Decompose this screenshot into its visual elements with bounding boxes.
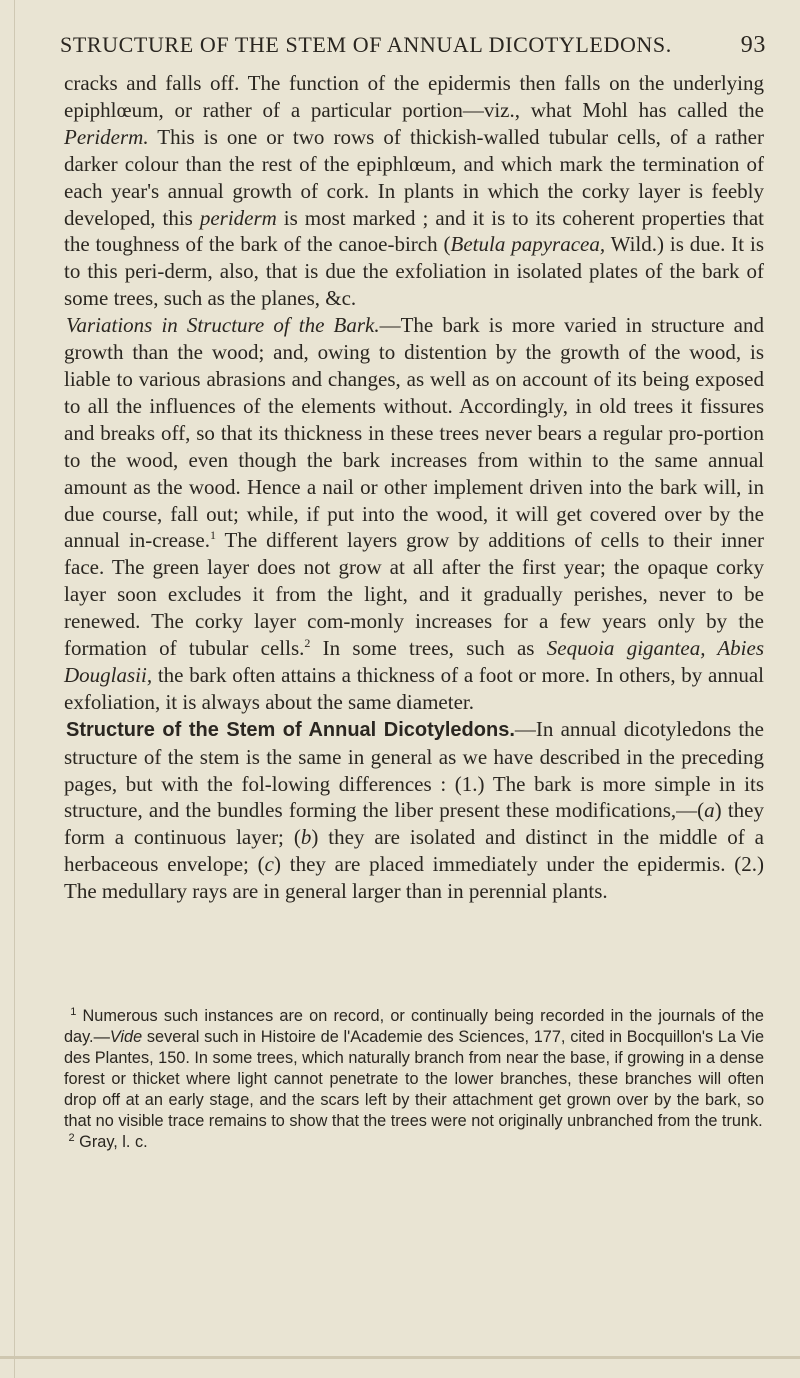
running-title: STRUCTURE OF THE STEM OF ANNUAL DICOTYLEDONS. <box>60 32 672 57</box>
text-run: is most marked ; and it is to its coherent properties that the toughness of the bark of the canoe-birch ( <box>64 205 764 257</box>
page-gutter-line <box>14 0 15 1378</box>
term-periderm: Periderm. <box>64 124 149 149</box>
text-run: ) they are placed immediately under the epidermis. (2.) The medullary rays are in general larger than in perennial plants. <box>64 852 764 904</box>
footnotes <box>64 1006 764 1153</box>
section-heading: Structure of the Stem of Annual Dicotyledons. <box>66 718 515 741</box>
text-run: This is one or two rows of thickish-walled tubular cells, of a rather darker colour than the rest of the epiphlœum, and which mark the termination of each year's annual growth of cork. In plants in which the corky layer is feebly developed, this <box>64 124 764 230</box>
paragraph-periderm <box>64 70 764 312</box>
text-run: The different layers grow by additions of cells to their inner face. The green layer does not grow at all after the first year; the opaque corky layer soon excludes it from the light, and it gradually perishes, never to be renewed. The corky layer com-monly increases for a few years only by the formation of tubular cells. <box>64 528 764 661</box>
list-marker-a: a <box>704 798 715 823</box>
text-run: cracks and falls off. The function of the epidermis then falls on the underlying epiphlœum, or rather of a particular portion—viz., what Mohl has called the <box>64 71 764 122</box>
text-run: Wild.) is due. It is to this peri-derm, also, that is due the exfoliation in isolated plates of the bark of some trees, such as the planes, &c. <box>64 232 764 311</box>
body-text <box>64 70 764 905</box>
text-run: —The bark is more varied in structure and growth than the wood; and, owing to distention by the growth of the wood, is liable to various abrasions and changes, as well as on account of its being exposed to all the influences of the elements without. Accordingly, in old trees it fissures and breaks off, so that its thickness in these trees never bears a regular pro-portion to the wood, even though the bark increases from within to the same annual amount as the wood. Hence a nail or other implement driven into the bark will, in due course, fall out; while, if put into the wood, it will get covered over by the annual in-crease. <box>64 313 764 553</box>
section-heading-italic: Variations in Structure of the Bark. <box>66 313 380 338</box>
text-run: Numerous such instances are on record, or continually being recorded in the journals of the day.— <box>64 1007 764 1046</box>
text-run: several such in Histoire de l'Academie des Sciences, 177, cited in Bocquillon's La Vie des Plantes, 150. In some trees, which naturally branch from near the base, if growing in a dense forest or thicket where light cannot penetrate to the lower branches, these branches will often drop off at an early stage, and the scars left by their attachment get grown over by the bark, so that no visible trace remains to show that the trees were not originally unbranched from the trunk. <box>64 1028 764 1130</box>
footnote-ref-2[interactable]: 2 <box>304 636 311 651</box>
paragraph-bark-variations <box>64 312 764 716</box>
footnote-ref-1[interactable]: 1 <box>209 528 216 543</box>
paragraph-annual-dicotyledons <box>64 716 764 905</box>
footnote-1 <box>64 1006 764 1132</box>
footnote-mark-1: 1 <box>70 1006 77 1018</box>
text-run: ) they are isolated and distinct in the middle of a herbaceous envelope; ( <box>64 825 764 877</box>
term-periderm-inline: periderm <box>199 205 277 230</box>
page-bottom-edge <box>0 1356 800 1359</box>
footnote-2 <box>64 1132 764 1153</box>
species-names: Sequoia gigantea, Abies Douglasii, <box>64 636 764 687</box>
list-marker-b: b <box>300 825 312 850</box>
species-name: Betula papyracea, <box>450 232 606 257</box>
running-header <box>60 32 766 62</box>
list-marker-c: c <box>264 852 274 877</box>
text-run-italic: Vide <box>109 1028 143 1046</box>
text-run: —In annual dicotyledons the structure of the stem is the same in general as we have described in the preceding pages, but with the fol-lowing differences : (1.) The bark is more simple in its structure, and the bundles forming the liber present these modifications,—( <box>64 716 764 823</box>
text-run: ) they form a continuous layer; ( <box>64 798 764 850</box>
text-run: In some trees, such as <box>310 636 547 661</box>
footnote-mark-2: 2 <box>68 1132 75 1144</box>
text-run: the bark often attains a thickness of a foot or more. In others, by annual exfoliation, it is always about the same diameter. <box>64 662 764 714</box>
page-number: 93 <box>740 32 766 58</box>
text-run: Gray, l. c. <box>74 1133 148 1151</box>
